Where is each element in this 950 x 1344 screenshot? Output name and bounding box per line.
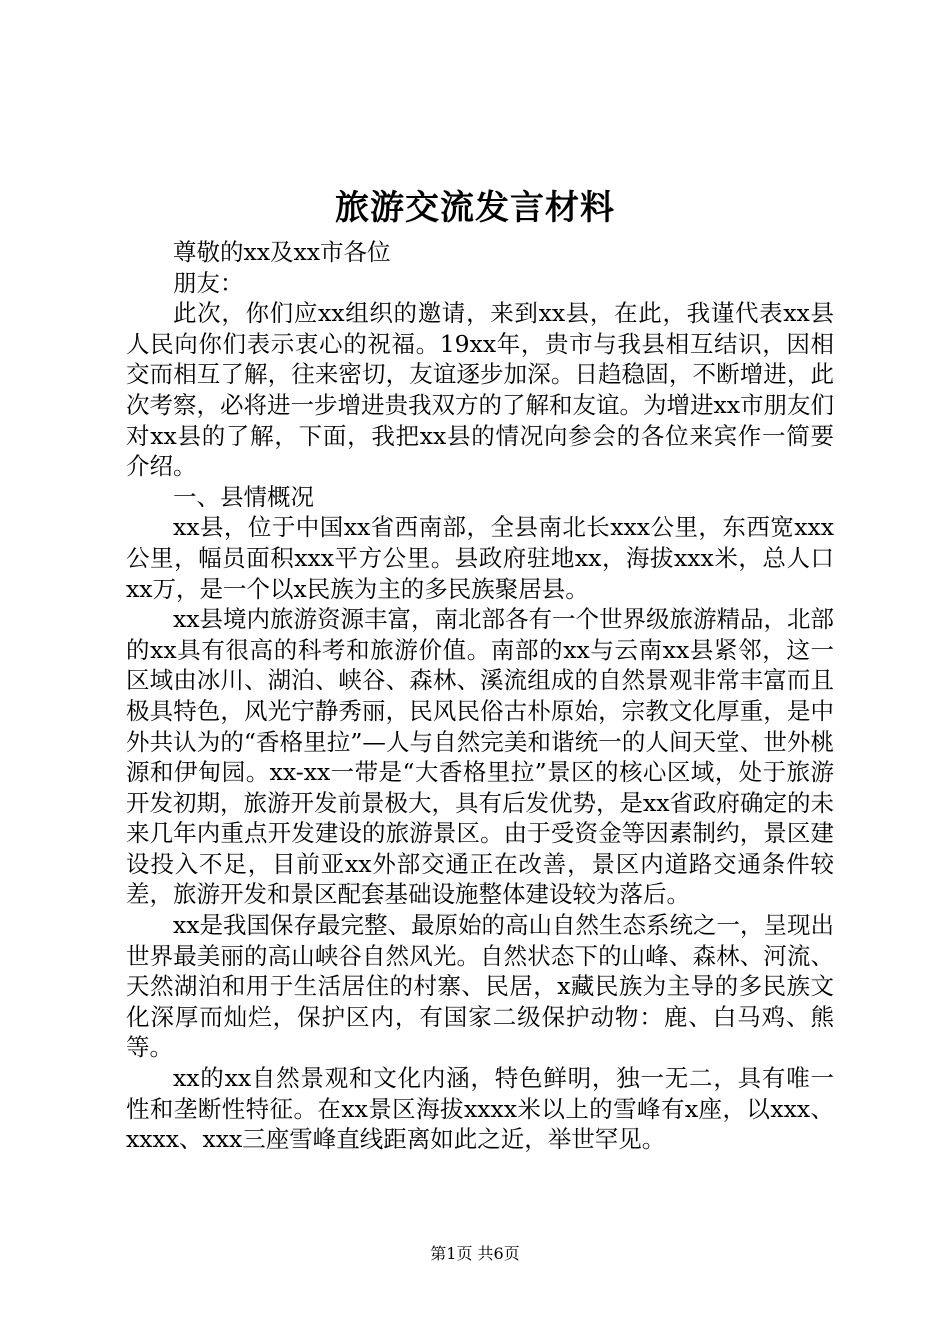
section-heading: 一、县情概况	[173, 482, 314, 511]
body-paragraph: xx县境内旅游资源丰富，南北部各有一个世界级旅游精品，北部的xx具有很高的科考和旅游价值。南部的xx与云南xx县紧邻，这一区域由冰川、湖泊、峡谷、森林、溪流组成的自然景观非常丰富而且极具特色，风光宁静秀丽，民风民俗古朴原始，宗教文化厚重，是中外共认为的“香格里拉”—人与自然完美和谐统一的人间天堂、世外桃源和伊甸园。xx-xx一带是“大香格里拉”景区的核心区域，处于旅游开发初期，旅游开发前景极大，具有后发优势，是xx省政府确定的未来几年内重点开发建设的旅游景区。由于受资金等因素制约，景区建设投入不足，目前亚xx外部交通正在改善，景区内道路交通条件较差，旅游开发和景区配套基础设施整体建设较为落后。	[126, 605, 835, 909]
salutation-line-1: 尊敬的xx及xx市各位	[173, 238, 391, 266]
body-paragraph: xx的xx自然景观和文化内涵，特色鲜明，独一无二，具有唯一性和垄断性特征。在xx景区海拔xxxx米以上的雪峰有x座，以xxx、xxxx、xxx三座雪峰直线距离如此之近，举世罕见。	[126, 1064, 834, 1154]
body-paragraph: xx是我国保存最完整、最原始的高山自然生态系统之一，呈现出世界最美丽的高山峡谷自然风光。自然状态下的山峰、森林、河流、天然湖泊和用于生活居住的村寨、民居，x藏民族为主导的多民族文化深厚而灿烂，保护区内，有国家二级保护动物：鹿、白马鸡、熊等。	[126, 911, 835, 1062]
body-paragraph: xx县，位于中国xx省西南部，全县南北长xxx公里，东西宽xxx公里，幅员面积xxx平方公里。县政府驻地xx，海拔xxx米，总人口xx万，是一个以x民族为主的多民族聚居县。	[126, 513, 834, 603]
body-paragraph: 此次，你们应xx组织的邀请，来到xx县，在此，我谨代表xx县人民向你们表示衷心的祝福。19xx年，贵市与我县相互结识，因相交而相互了解，往来密切，友谊逐步加深。日趋稳固，不断增进，此次考察，必将进一步增进贵我双方的了解和友谊。为增进xx市朋友们对xx县的了解，下面，我把xx县的情况向参会的各位来宾作一简要介绍。	[126, 299, 835, 481]
salutation-line-2: 朋友：	[173, 268, 244, 297]
document-title: 旅游交流发言材料	[335, 188, 615, 228]
document-body	[126, 237, 834, 1155]
page-number-footer: 第1页 共6页	[430, 1244, 520, 1263]
